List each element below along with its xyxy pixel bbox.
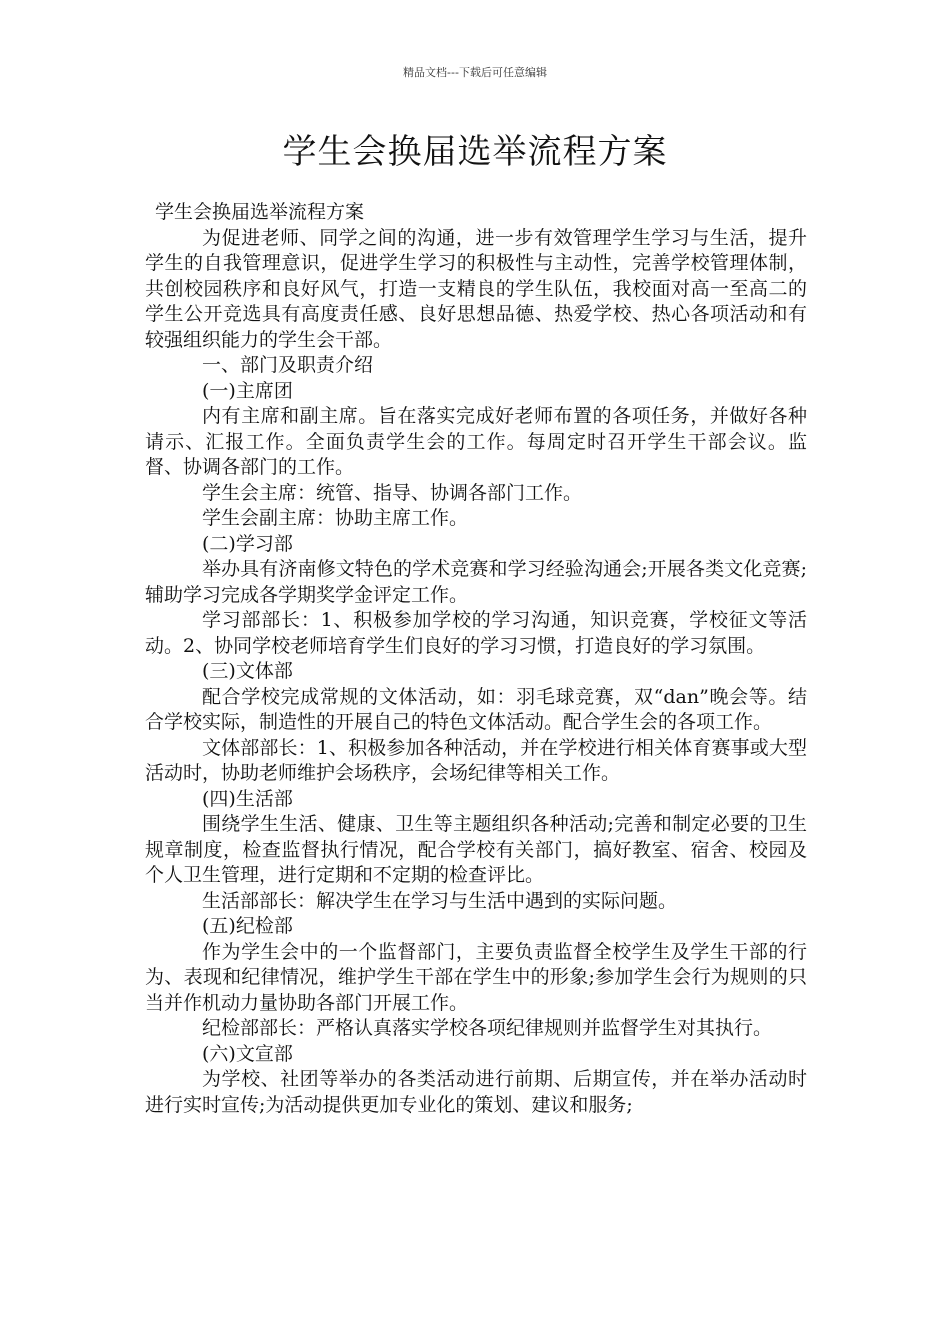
paragraph: 学生会主席：统管、指导、协调各部门工作。 xyxy=(202,481,583,504)
section-heading: 一、部门及职责介绍 xyxy=(202,354,374,376)
paragraph: 生活部部长：解决学生在学习与生活中遇到的实际问题。 xyxy=(202,889,678,912)
paragraph: 围绕学生生活、健康、卫生等主题组织各种活动;完善和制定必要的卫生规章制度，检查监督执行情况，配合学校有关部门，搞好教室、宿舍、校园及个人卫生管理，进行定期和不定期的检查评比。 xyxy=(145,813,807,886)
paragraph: 学生会换届选举流程方案 xyxy=(155,201,365,223)
paragraph: 为学校、社团等举办的各类活动进行前期、后期宣传，并在举办活动时进行实时宣传;为活动提供更加专业化的策划、建议和服务; xyxy=(145,1068,807,1116)
document-title: 学生会换届选举流程方案 xyxy=(282,132,668,172)
paragraph: 配合学校完成常规的文体活动，如：羽毛球竞赛，双“dan”晚会等。结合学校实际，制造性的开展自己的特色文体活动。配合学生会的各项工作。 xyxy=(145,685,807,733)
subsection-heading: (三)文体部 xyxy=(202,660,293,682)
document-body xyxy=(145,200,807,1118)
paragraph: 文体部部长：1、积极参加各种活动，并在学校进行相关体育赛事或大型活动时，协助老师维护会场秩序，会场纪律等相关工作。 xyxy=(145,736,807,784)
subsection-heading: (一)主席团 xyxy=(202,379,293,402)
subsection-heading: (二)学习部 xyxy=(202,532,293,555)
paragraph: 内有主席和副主席。旨在落实完成好老师布置的各项任务，并做好各种请示、汇报工作。全面负责学生会的工作。每周定时召开学生干部会议。监督、协调各部门的工作。 xyxy=(145,405,807,478)
subsection-heading: (五)纪检部 xyxy=(202,915,293,937)
paragraph: 为促进老师、同学之间的沟通，进一步有效管理学生学习与生活，提升学生的自我管理意识，促进学生学习的积极性与主动性，完善学校管理体制，共创校园秩序和良好风气，打造一支精良的学生队伍，我校面对高一至高二的学生公开竞选具有高度责任感、良好思想品德、热爱学校、热心各项活动和有较强组织能力的学生会干部。 xyxy=(145,226,807,351)
paragraph: 学生会副主席：协助主席工作。 xyxy=(202,507,469,529)
page-header: 精品文档---下载后可任意编辑 xyxy=(403,66,547,79)
paragraph: 作为学生会中的一个监督部门，主要负责监督全校学生及学生干部的行为、表现和纪律情况，维护学生干部在学生中的形象;参加学生会行为规则的只当并作机动力量协助各部门开展工作。 xyxy=(145,940,807,1014)
paragraph: 学习部部长：1、积极参加学校的学习沟通，知识竞赛，学校征文等活动。2、协同学校老师培育学生们良好的学习习惯，打造良好的学习氛围。 xyxy=(145,609,807,657)
subsection-heading: (四)生活部 xyxy=(202,787,293,810)
paragraph: 举办具有济南修文特色的学术竞赛和学习经验沟通会;开展各类文化竞赛;辅助学习完成各学期奖学金评定工作。 xyxy=(145,558,807,606)
paragraph: 纪检部部长：严格认真落实学校各项纪律规则并监督学生对其执行。 xyxy=(202,1017,773,1039)
subsection-heading: (六)文宣部 xyxy=(202,1042,293,1065)
